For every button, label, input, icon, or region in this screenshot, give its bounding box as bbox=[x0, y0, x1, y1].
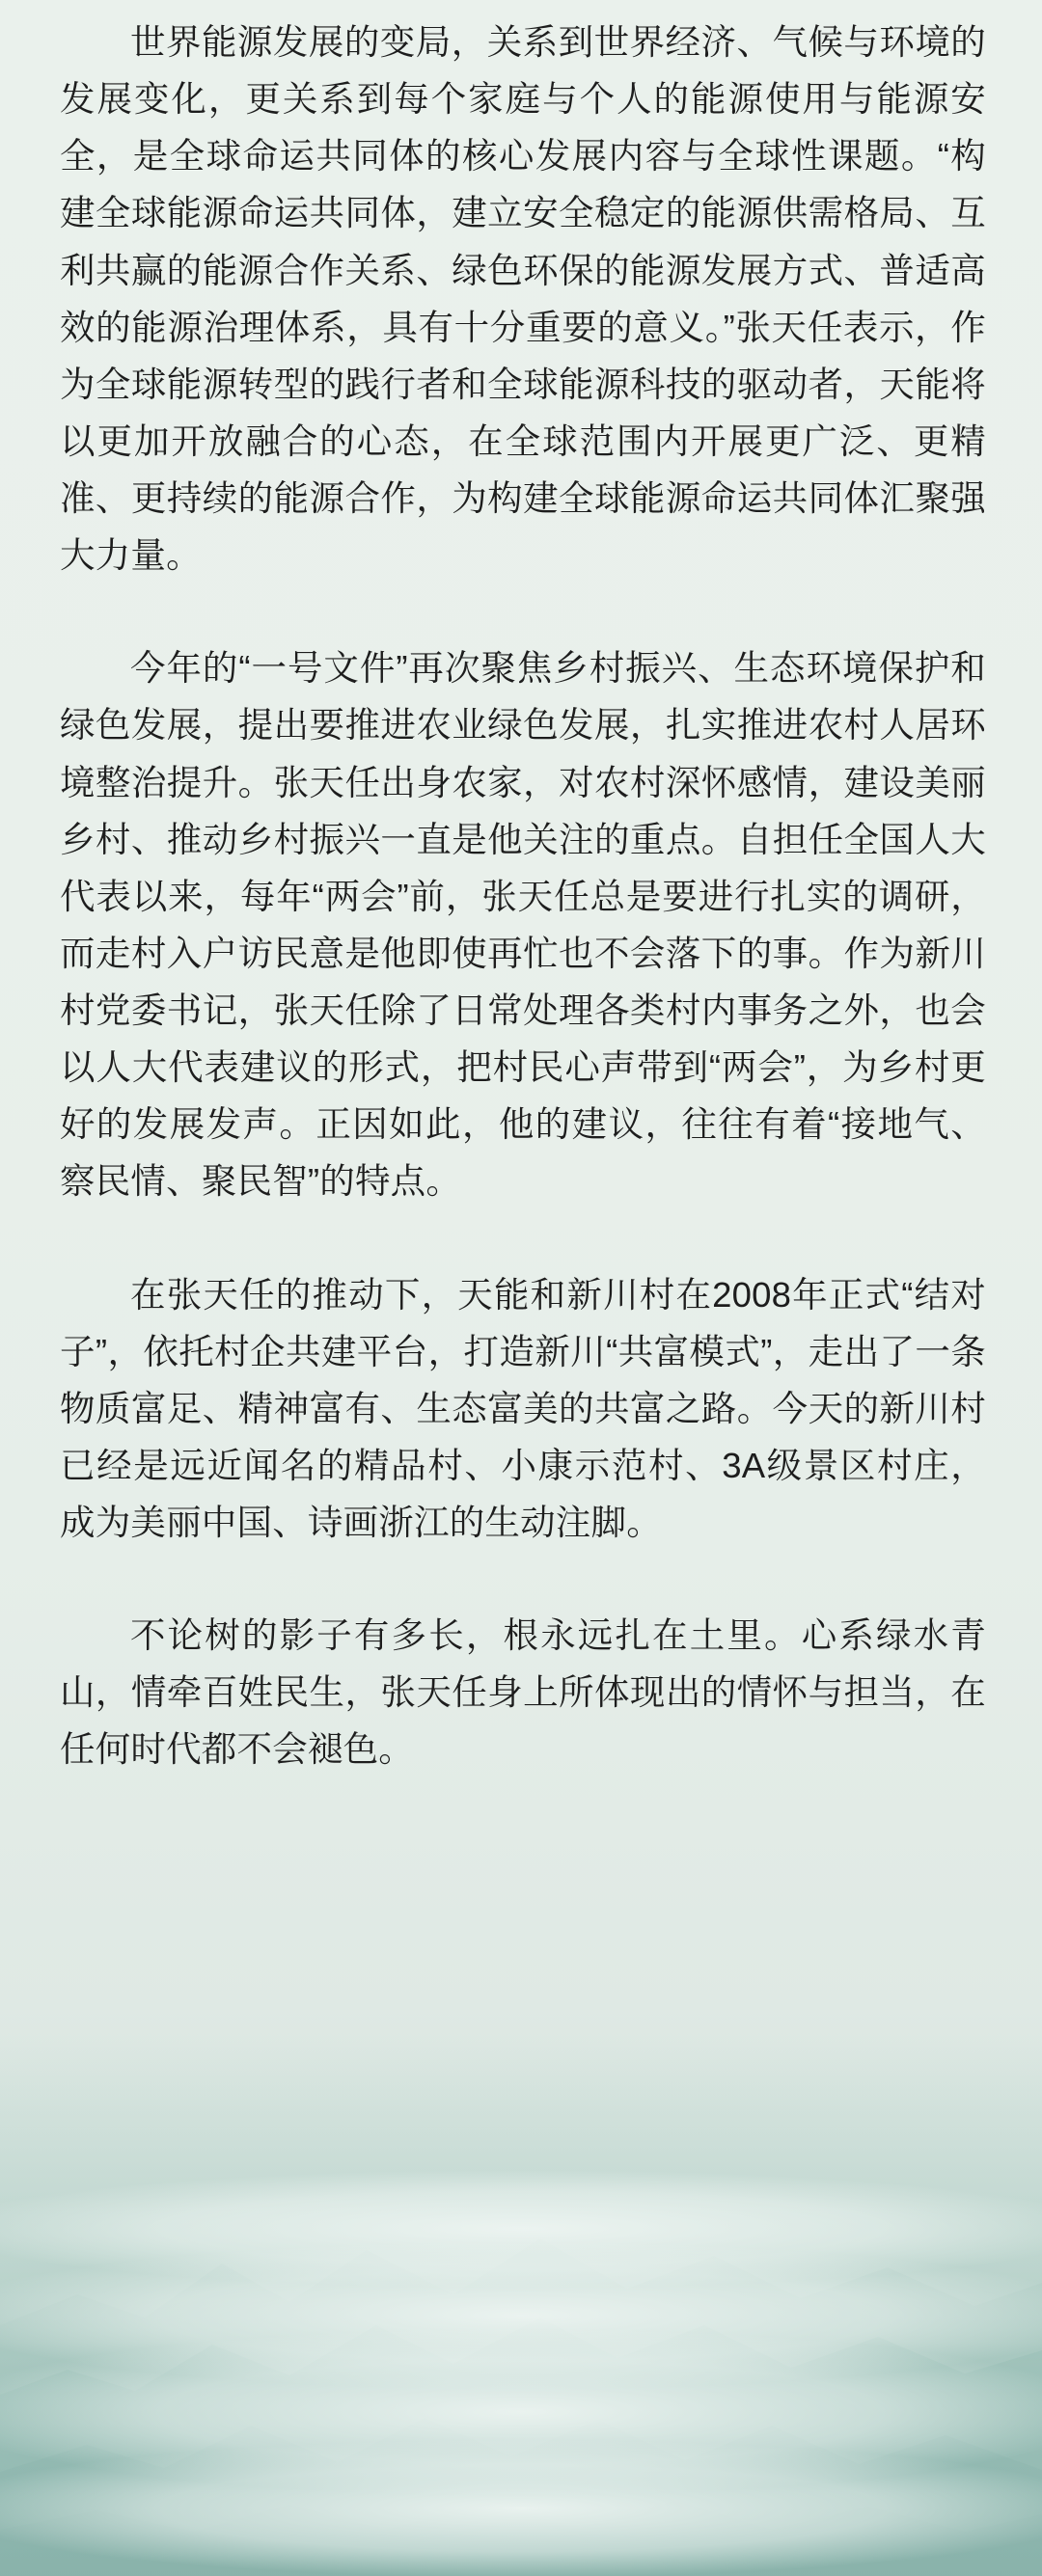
fog-layer-4 bbox=[0, 2441, 1042, 2576]
paragraph-3: 在张天任的推动下，天能和新川村在2008年正式“结对子”，依托村企共建平台，打造新川“共富模式”，走出了一条物质富足、精神富有、生态富美的共富之路。今天的新川村已经是远近闻名的精品村、小康示范村、3A级景区村庄，成为美丽中国、诗画浙江的生动注脚。 bbox=[60, 1274, 986, 1542]
paragraph-2: 今年的“一号文件”再次聚焦乡村振兴、生态环境保护和绿色发展，提出要推进农业绿色发展，扎实推进农村人居环境整治提升。张天任出身农家，对农村深怀感情，建设美丽乡村、推动乡村振兴一直是他关注的重点。自担任全国人大代表以来，每年“两会”前，张天任总是要进行扎实的调研，而走村入户访民意是他即使再忙也不会落下的事。作为新川村党委书记，张天任除了日常处理各类村内事务之外，也会以人大代表建议的形式，把村民心声带到“两会”，为乡村更好的发展发声。正因如此，他的建议，往往有着“接地气、察民情、聚民智”的特点。 bbox=[60, 648, 986, 1202]
paragraph-1: 世界能源发展的变局，关系到世界经济、气候与环境的发展变化，更关系到每个家庭与个人的能源使用与能源安全，是全球命运共同体的核心发展内容与全球性课题。“构建全球能源命运共同体，建立安全稳定的能源供需格局、互利共赢的能源合作关系、绿色环保的能源发展方式、普适高效的能源治理体系，具有十分重要的意义。”张天任表示，作为全球能源转型的践行者和全球能源科技的驱动者，天能将以更加开放融合的心态，在全球范围内开展更广泛、更精准、更持续的能源合作，为构建全球能源命运共同体汇聚强大力量。 bbox=[60, 22, 986, 576]
paragraph-4: 不论树的影子有多长，根永远扎在土里。心系绿水青山，情牵百姓民生，张天任身上所体现出的情怀与担当，在任何时代都不会褪色。 bbox=[60, 1615, 986, 1770]
mountain-mist-illustration bbox=[0, 2036, 1042, 2576]
